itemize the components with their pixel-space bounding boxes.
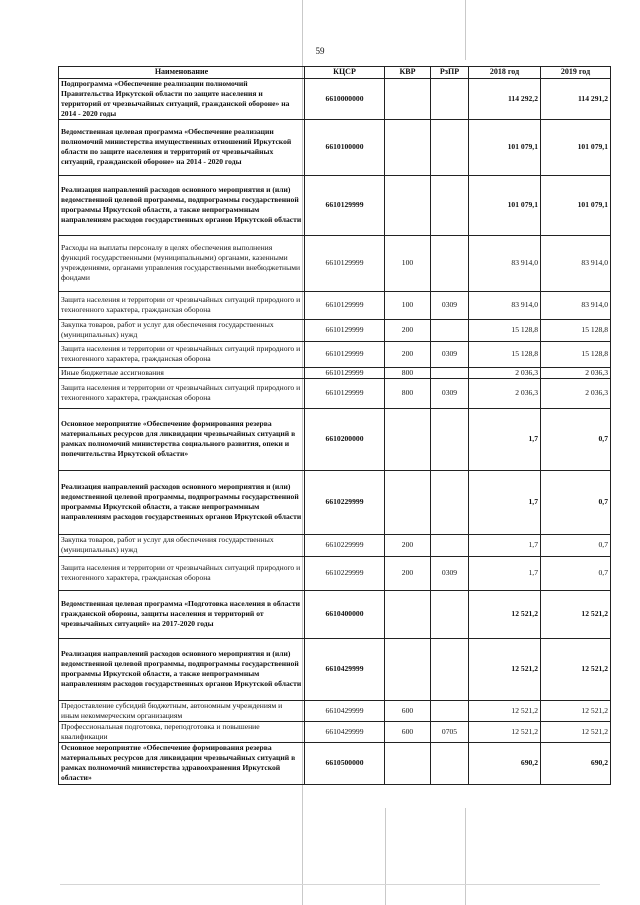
cell-name: Профессиональная подготовка, переподготовка и повышение квалификации — [59, 721, 305, 742]
cell-kcsr: 6610129999 — [305, 367, 385, 378]
cell-rzpr — [431, 119, 469, 175]
cell-rzpr — [431, 638, 469, 700]
cell-2018: 1,7 — [469, 556, 541, 590]
cell-kvr — [385, 119, 431, 175]
cell-rzpr — [431, 408, 469, 470]
cell-2018: 101 079,1 — [469, 119, 541, 175]
table-row — [59, 721, 611, 742]
cell-kvr: 200 — [385, 534, 431, 556]
column-header-2019: 2019 год — [541, 67, 611, 79]
cell-kcsr: 6610229999 — [305, 470, 385, 534]
cell-2018: 83 914,0 — [469, 235, 541, 291]
table-row — [59, 78, 611, 119]
cell-kcsr: 6610429999 — [305, 721, 385, 742]
cell-2019: 0,7 — [541, 408, 611, 470]
cell-kcsr: 6610429999 — [305, 638, 385, 700]
cell-name: Реализация направлений расходов основного мероприятия и (или) ведомственной целевой программы, подпрограммы государственной программы Иркутской области, а также непрограммным направлениям расходов государственных органов Иркутской области — [59, 638, 305, 700]
cell-kvr — [385, 470, 431, 534]
cell-rzpr: 0309 — [431, 341, 469, 367]
cell-kcsr: 6610129999 — [305, 175, 385, 235]
cell-name: Иные бюджетные ассигнования — [59, 367, 305, 378]
column-header-2018: 2018 год — [469, 67, 541, 79]
cell-2018: 12 521,2 — [469, 638, 541, 700]
cell-2018: 2 036,3 — [469, 367, 541, 378]
cell-rzpr: 0309 — [431, 556, 469, 590]
table-row — [59, 175, 611, 235]
cell-2018: 690,2 — [469, 742, 541, 784]
column-header-kvr: КВР — [385, 67, 431, 79]
scan-line — [60, 884, 600, 885]
cell-2019: 690,2 — [541, 742, 611, 784]
table-row — [59, 742, 611, 784]
cell-2018: 101 079,1 — [469, 175, 541, 235]
cell-kcsr: 6610129999 — [305, 235, 385, 291]
table-row — [59, 534, 611, 556]
cell-rzpr — [431, 700, 469, 721]
cell-2019: 12 521,2 — [541, 638, 611, 700]
cell-rzpr — [431, 470, 469, 534]
cell-kcsr: 6610129999 — [305, 378, 385, 408]
column-header-name: Наименование — [59, 67, 305, 79]
cell-name: Ведомственная целевая программа «Обеспечение реализации полномочий министерства имущественных отношений Иркутской области по защите населения и территорий от чрезвычайных ситуаций, гражданской обороне» на 2014 - 2020 годы — [59, 119, 305, 175]
cell-2018: 1,7 — [469, 408, 541, 470]
cell-name: Подпрограмма «Обеспечение реализации полномочий Правительства Иркутской области по защите населения и территорий от чрезвычайных ситуаций, гражданской обороне» на 2014 - 2020 годы — [59, 78, 305, 119]
scan-line — [465, 808, 466, 905]
cell-kcsr: 6610229999 — [305, 556, 385, 590]
cell-name: Защита населения и территории от чрезвычайных ситуаций природного и техногенного характера, гражданская оборона — [59, 556, 305, 590]
cell-name: Основное мероприятие «Обеспечение формирования резерва материальных ресурсов для ликвидации чрезвычайных ситуаций в рамках полномочий министерства здравоохранения Иркутской области» — [59, 742, 305, 784]
cell-2019: 12 521,2 — [541, 721, 611, 742]
cell-rzpr — [431, 175, 469, 235]
cell-name: Основное мероприятие «Обеспечение формирования резерва материальных ресурсов для ликвидации чрезвычайных ситуаций в рамках полномочий министерства социального развития, опеки и попечительства Иркутской области» — [59, 408, 305, 470]
cell-2018: 83 914,0 — [469, 291, 541, 319]
cell-name: Предоставление субсидий бюджетным, автономным учреждениям и иным некоммерческим организациям — [59, 700, 305, 721]
cell-2018: 114 292,2 — [469, 78, 541, 119]
table-row — [59, 700, 611, 721]
cell-kvr: 800 — [385, 378, 431, 408]
cell-2018: 15 128,8 — [469, 319, 541, 341]
cell-2019: 0,7 — [541, 534, 611, 556]
cell-name: Защита населения и территории от чрезвычайных ситуаций природного и техногенного характера, гражданская оборона — [59, 291, 305, 319]
cell-rzpr: 0309 — [431, 291, 469, 319]
cell-rzpr — [431, 742, 469, 784]
cell-2019: 0,7 — [541, 556, 611, 590]
cell-2019: 0,7 — [541, 470, 611, 534]
cell-kcsr: 6610429999 — [305, 700, 385, 721]
cell-kvr: 200 — [385, 556, 431, 590]
cell-kcsr: 6610129999 — [305, 341, 385, 367]
cell-2019: 101 079,1 — [541, 119, 611, 175]
scan-line — [385, 808, 386, 905]
cell-kvr: 100 — [385, 291, 431, 319]
cell-kcsr: 6610400000 — [305, 590, 385, 638]
cell-2019: 2 036,3 — [541, 367, 611, 378]
table-row — [59, 470, 611, 534]
cell-2018: 12 521,2 — [469, 590, 541, 638]
table-header-row — [59, 67, 611, 79]
budget-table — [58, 66, 611, 785]
cell-kvr: 800 — [385, 367, 431, 378]
cell-rzpr — [431, 534, 469, 556]
cell-name: Расходы на выплаты персоналу в целях обеспечения выполнения функций государственными (муниципальными) органами, казенными учреждениями, органами управления государственными внебюджетными фондами — [59, 235, 305, 291]
cell-rzpr — [431, 590, 469, 638]
cell-kvr: 200 — [385, 319, 431, 341]
cell-2018: 12 521,2 — [469, 700, 541, 721]
cell-rzpr — [431, 235, 469, 291]
table-row — [59, 638, 611, 700]
cell-kvr — [385, 78, 431, 119]
cell-kvr — [385, 590, 431, 638]
cell-kcsr: 6610200000 — [305, 408, 385, 470]
column-header-rzpr: РзПР — [431, 67, 469, 79]
cell-2019: 12 521,2 — [541, 590, 611, 638]
cell-kvr — [385, 742, 431, 784]
cell-kcsr: 6610129999 — [305, 319, 385, 341]
table-row — [59, 235, 611, 291]
table-row — [59, 590, 611, 638]
cell-2019: 15 128,8 — [541, 341, 611, 367]
table-row — [59, 291, 611, 319]
cell-kcsr: 6610100000 — [305, 119, 385, 175]
cell-2019: 15 128,8 — [541, 319, 611, 341]
column-header-kcsr: КЦСР — [305, 67, 385, 79]
cell-rzpr — [431, 319, 469, 341]
cell-name: Ведомственная целевая программа «Подготовка населения в области гражданской обороны, защиты населения и территорий от чрезвычайных ситуаций» на 2017-2020 годы — [59, 590, 305, 638]
table-row — [59, 378, 611, 408]
cell-name: Защита населения и территории от чрезвычайных ситуаций природного и техногенного характера, гражданская оборона — [59, 378, 305, 408]
cell-2019: 83 914,0 — [541, 291, 611, 319]
table-row — [59, 341, 611, 367]
cell-name: Реализация направлений расходов основного мероприятия и (или) ведомственной целевой программы, подпрограммы государственной программы Иркутской области, а также непрограммным направлениям расходов государственных органов Иркутской области — [59, 175, 305, 235]
cell-kvr: 100 — [385, 235, 431, 291]
cell-kvr — [385, 175, 431, 235]
table-row — [59, 119, 611, 175]
cell-2019: 12 521,2 — [541, 700, 611, 721]
cell-2019: 2 036,3 — [541, 378, 611, 408]
cell-name: Реализация направлений расходов основного мероприятия и (или) ведомственной целевой программы, подпрограммы государственной программы Иркутской области, а также непрограммным направлениям расходов государственных органов Иркутской области — [59, 470, 305, 534]
cell-name: Закупка товаров, работ и услуг для обеспечения государственных (муниципальных) нужд — [59, 534, 305, 556]
cell-rzpr: 0705 — [431, 721, 469, 742]
cell-2018: 2 036,3 — [469, 378, 541, 408]
cell-2019: 83 914,0 — [541, 235, 611, 291]
cell-kcsr: 6610129999 — [305, 291, 385, 319]
cell-2018: 1,7 — [469, 534, 541, 556]
page-number: 59 — [315, 46, 325, 56]
cell-2018: 12 521,2 — [469, 721, 541, 742]
table-row — [59, 408, 611, 470]
cell-kvr: 600 — [385, 700, 431, 721]
table-row — [59, 556, 611, 590]
cell-2019: 101 079,1 — [541, 175, 611, 235]
cell-rzpr: 0309 — [431, 378, 469, 408]
cell-2018: 1,7 — [469, 470, 541, 534]
cell-kvr: 200 — [385, 341, 431, 367]
table-row — [59, 367, 611, 378]
cell-kvr — [385, 408, 431, 470]
cell-kcsr: 6610000000 — [305, 78, 385, 119]
cell-kvr: 600 — [385, 721, 431, 742]
cell-name: Закупка товаров, работ и услуг для обеспечения государственных (муниципальных) нужд — [59, 319, 305, 341]
cell-rzpr — [431, 78, 469, 119]
cell-2019: 114 291,2 — [541, 78, 611, 119]
cell-kvr — [385, 638, 431, 700]
cell-name: Защита населения и территории от чрезвычайных ситуаций природного и техногенного характера, гражданская оборона — [59, 341, 305, 367]
table-row — [59, 319, 611, 341]
cell-kcsr: 6610500000 — [305, 742, 385, 784]
cell-rzpr — [431, 367, 469, 378]
cell-2018: 15 128,8 — [469, 341, 541, 367]
cell-kcsr: 6610229999 — [305, 534, 385, 556]
